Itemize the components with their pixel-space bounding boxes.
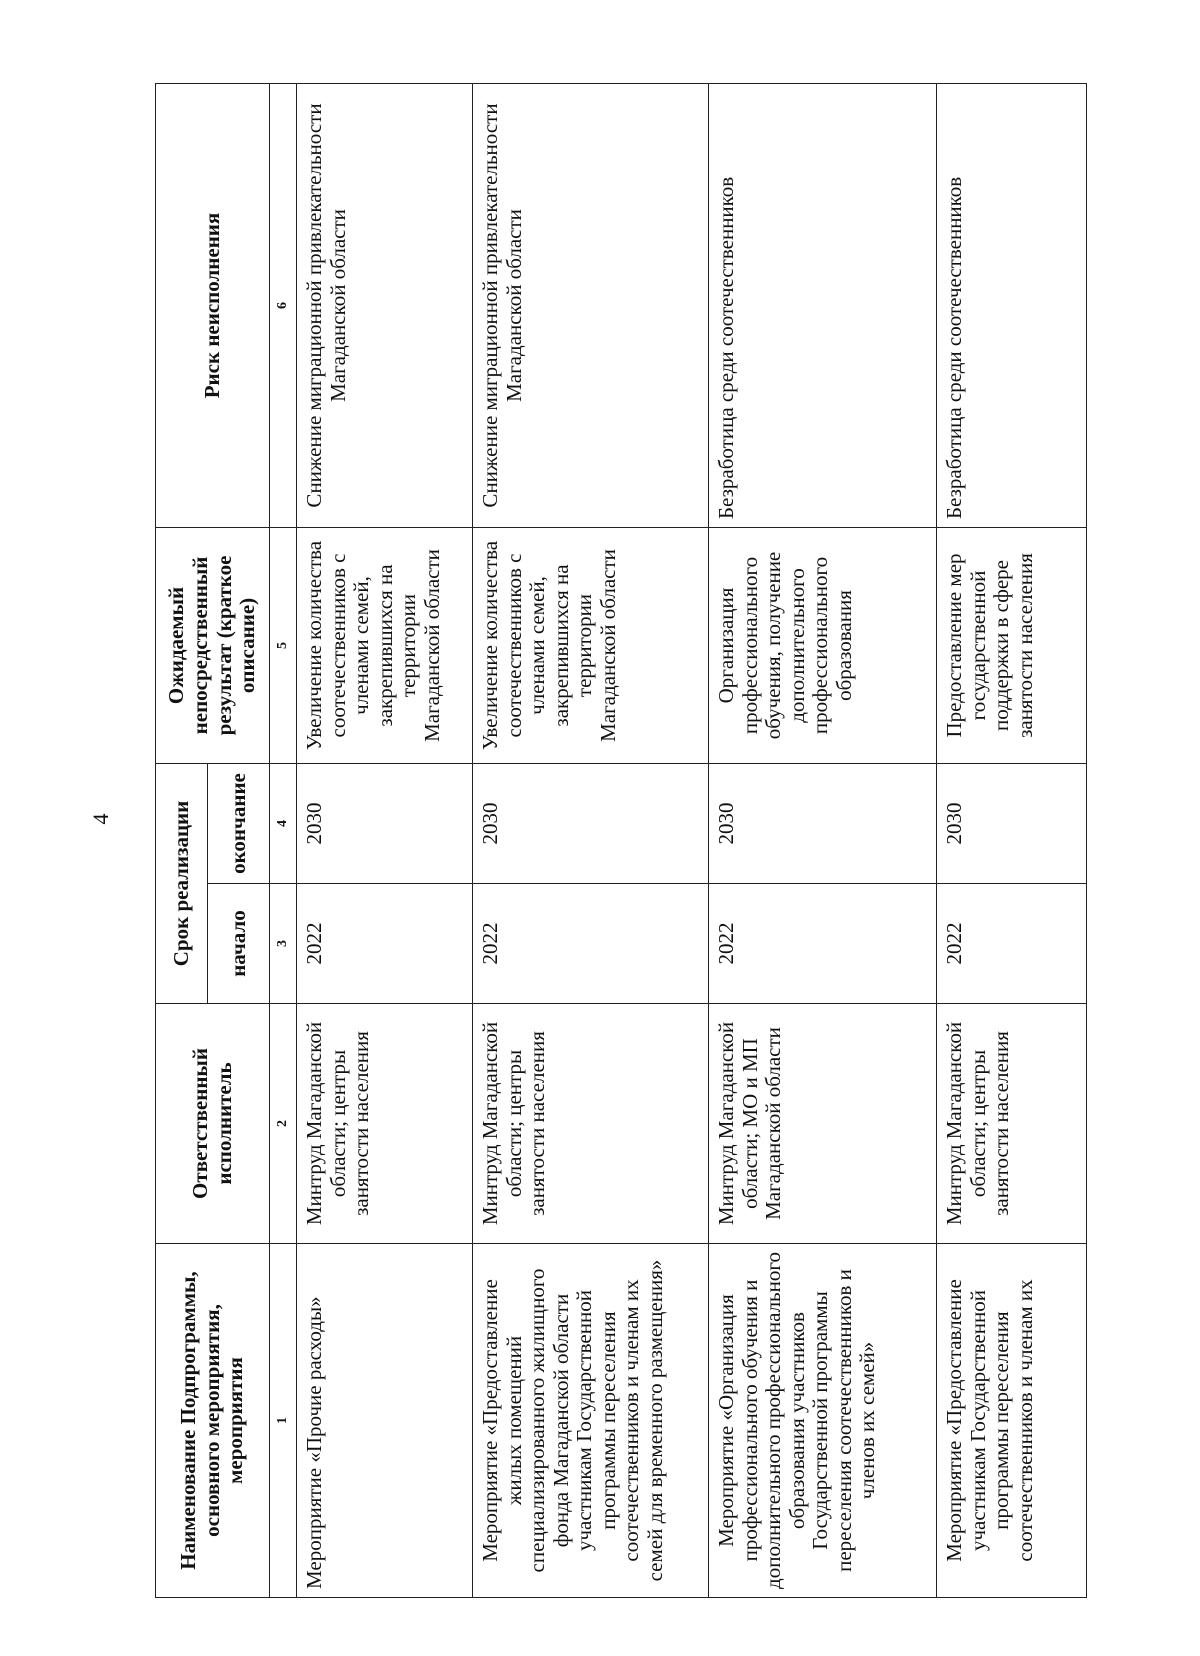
header-row-1 (156, 84, 208, 1598)
cell-executor: Минтруд Магаданской области; центры занятости населения (937, 1004, 1087, 1244)
header-end: окончание (208, 764, 270, 884)
cell-risk: Снижение миграционной привлекательности Магаданской области (297, 84, 473, 528)
column-number: 2 (270, 1004, 297, 1244)
header-start: начало (208, 884, 270, 1004)
cell-risk: Безработица среди соотечественников (937, 84, 1087, 528)
header-period: Срок реализации (156, 764, 208, 1004)
column-number: 5 (270, 528, 297, 764)
cell-executor: Минтруд Магаданской области; центры занятости населения (297, 1004, 473, 1244)
cell-name: Мероприятие «Предоставление участникам Государственной программы переселения соотечественников и членам их (937, 1244, 1087, 1598)
column-number-row (270, 84, 297, 1598)
page-number: 4 (88, 813, 113, 825)
cell-result: Увеличение количества соотечественников с членами семей, закрепившихся на территории Магаданской области (297, 528, 473, 764)
cell-result: Увеличение количества соотечественников с членами семей, закрепившихся на территории Магаданской области (473, 528, 709, 764)
cell-result: Предоставление мер государственной поддержки в сфере занятости населения (937, 528, 1087, 764)
cell-executor: Минтруд Магаданской области; центры занятости населения (473, 1004, 709, 1244)
table-row (297, 84, 473, 1598)
table-row (473, 84, 709, 1598)
cell-end: 2030 (709, 764, 937, 884)
cell-start: 2022 (297, 884, 473, 1004)
activities-table (155, 83, 1087, 1598)
rotated-table-wrapper (155, 84, 1087, 1598)
cell-end: 2030 (297, 764, 473, 884)
cell-start: 2022 (709, 884, 937, 1004)
header-result: Ожидаемый непосредственный результат (краткое описание) (156, 528, 270, 764)
header-executor: Ответственный исполнитель (156, 1004, 270, 1244)
column-number: 4 (270, 764, 297, 884)
cell-name: Мероприятие «Прочие расходы» (297, 1244, 473, 1598)
cell-result: Организация профессионального обучения, получение дополнительного профессионального образования (709, 528, 937, 764)
column-number: 3 (270, 884, 297, 1004)
header-risk: Риск неисполнения (156, 84, 270, 528)
cell-start: 2022 (937, 884, 1087, 1004)
cell-risk: Безработица среди соотечественников (709, 84, 937, 528)
cell-name: Мероприятие «Организация профессионального обучения и дополнительного профессионального образования участников Государственной программы переселения соотечественников и членов их семей» (709, 1244, 937, 1598)
table-row (937, 84, 1087, 1598)
cell-end: 2030 (937, 764, 1087, 884)
table-row (709, 84, 937, 1598)
cell-executor: Минтруд Магаданской области; МО и МП Магаданской области (709, 1004, 937, 1244)
cell-start: 2022 (473, 884, 709, 1004)
cell-name: Мероприятие «Предоставление жилых помещений специализированного жилищного фонда Магаданской области участникам Государственной программы переселения соотечественников и членам их семей для временного размещения» (473, 1244, 709, 1598)
column-number: 6 (270, 84, 297, 528)
cell-end: 2030 (473, 764, 709, 884)
header-name: Наименование Подпрограммы, основного мероприятия, мероприятия (156, 1244, 270, 1598)
cell-risk: Снижение миграционной привлекательности Магаданской области (473, 84, 709, 528)
column-number: 1 (270, 1244, 297, 1598)
